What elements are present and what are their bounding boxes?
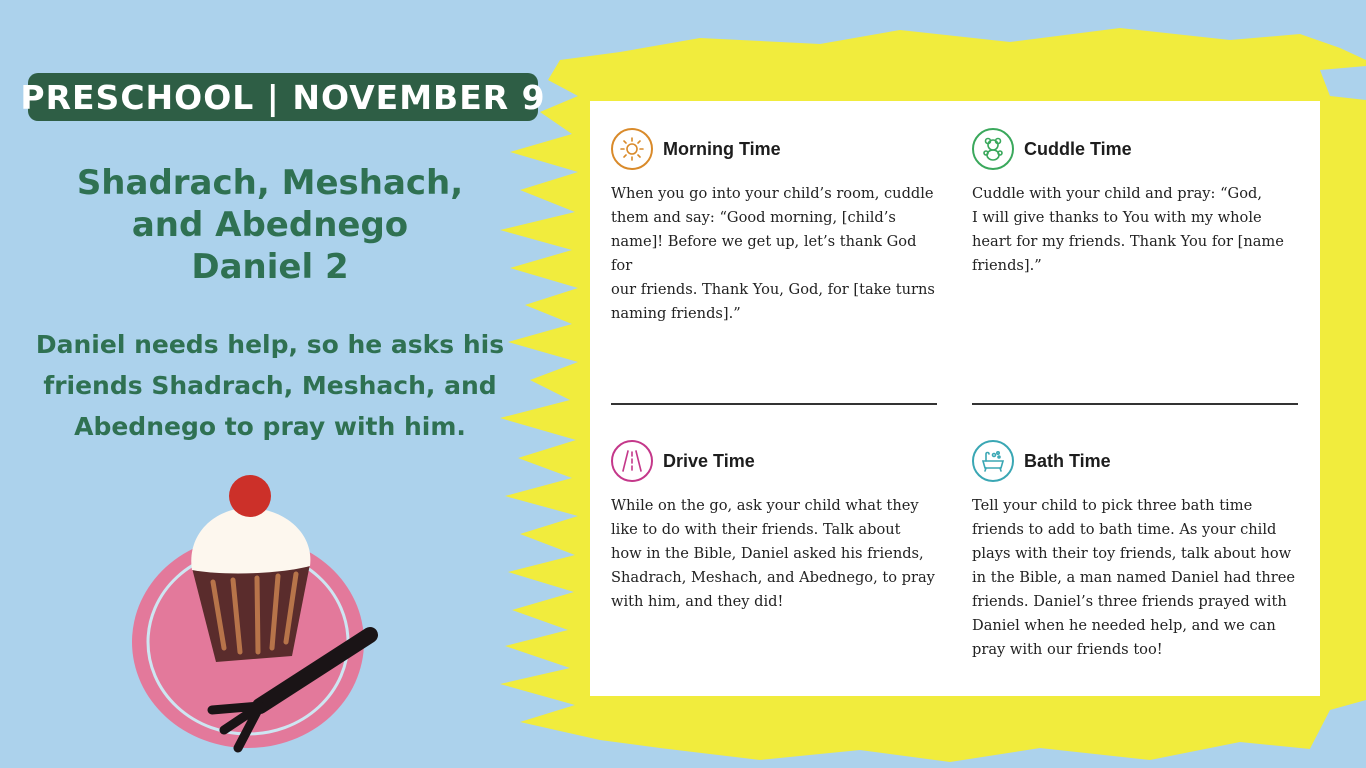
text-line: our friends. Thank You, God, for [take turns (611, 281, 935, 298)
section-text (611, 494, 937, 614)
lesson-title-line: Shadrach, Meshach, (76, 163, 464, 203)
text-line: Shadrach, Meshach, and Abednego, to pray (611, 569, 935, 586)
section-title: Cuddle Time (1024, 138, 1132, 159)
cherry (229, 475, 271, 517)
text-line: While on the go, ask your child what they (611, 497, 919, 514)
text-line: pray with our friends too! (972, 641, 1163, 658)
road-icon (611, 440, 653, 482)
morning-time-section (611, 126, 937, 326)
drive-time-section (611, 438, 937, 614)
text-line: heart for my friends. Thank You for [name (972, 233, 1284, 250)
summary-line: Daniel needs help, so he asks his (35, 330, 505, 359)
text-line: with him, and they did! (611, 593, 784, 610)
text-line: Daniel when he needed help, and we can (972, 617, 1276, 634)
text-line: I will give thanks to You with my whole (972, 209, 1262, 226)
lesson-title-line: and Abednego (131, 205, 409, 245)
cuddle-time-section (972, 126, 1298, 278)
sun-icon (611, 128, 653, 170)
text-line: Tell your child to pick three bath time (972, 497, 1253, 514)
section-title: Bath Time (1024, 450, 1111, 471)
text-line: friends to add to bath time. As your child (972, 521, 1277, 538)
bathtub-icon (972, 440, 1014, 482)
text-line: name]! Before we get up, let’s thank God for (611, 233, 917, 274)
text-line: how in the Bible, Daniel asked his friends, (611, 545, 924, 562)
teddy-bear-icon (972, 128, 1014, 170)
grade-date-badge: PRESCHOOL | NOVEMBER 9 (28, 73, 538, 121)
scripture-reference: Daniel 2 (191, 247, 349, 287)
section-text (611, 182, 937, 326)
text-line: like to do with their friends. Talk about (611, 521, 901, 538)
text-line: friends. Daniel’s three friends prayed with (972, 593, 1287, 610)
section-title: Morning Time (663, 138, 781, 159)
cupcake-illustration (120, 470, 400, 760)
divider (972, 403, 1298, 405)
frosting (191, 508, 310, 574)
text-line: When you go into your child’s room, cuddle (611, 185, 934, 202)
section-title: Drive Time (663, 450, 755, 471)
bath-time-section (972, 438, 1298, 662)
divider (611, 403, 937, 405)
text-line: naming friends].” (611, 305, 741, 322)
text-line: in the Bible, a man named Daniel had three (972, 569, 1296, 586)
activities-card (590, 101, 1320, 696)
text-line: plays with their toy friends, talk about how (972, 545, 1292, 562)
section-text (972, 494, 1298, 662)
lesson-title (20, 162, 520, 288)
text-line: Cuddle with your child and pray: “God, (972, 185, 1262, 202)
text-line: them and say: “Good morning, [child’s (611, 209, 896, 226)
text-line: friends].” (972, 257, 1042, 274)
lesson-summary (20, 324, 520, 447)
section-text (972, 182, 1298, 278)
summary-line: Abednego to pray with him. (74, 412, 466, 441)
summary-line: friends Shadrach, Meshach, and (43, 371, 497, 400)
